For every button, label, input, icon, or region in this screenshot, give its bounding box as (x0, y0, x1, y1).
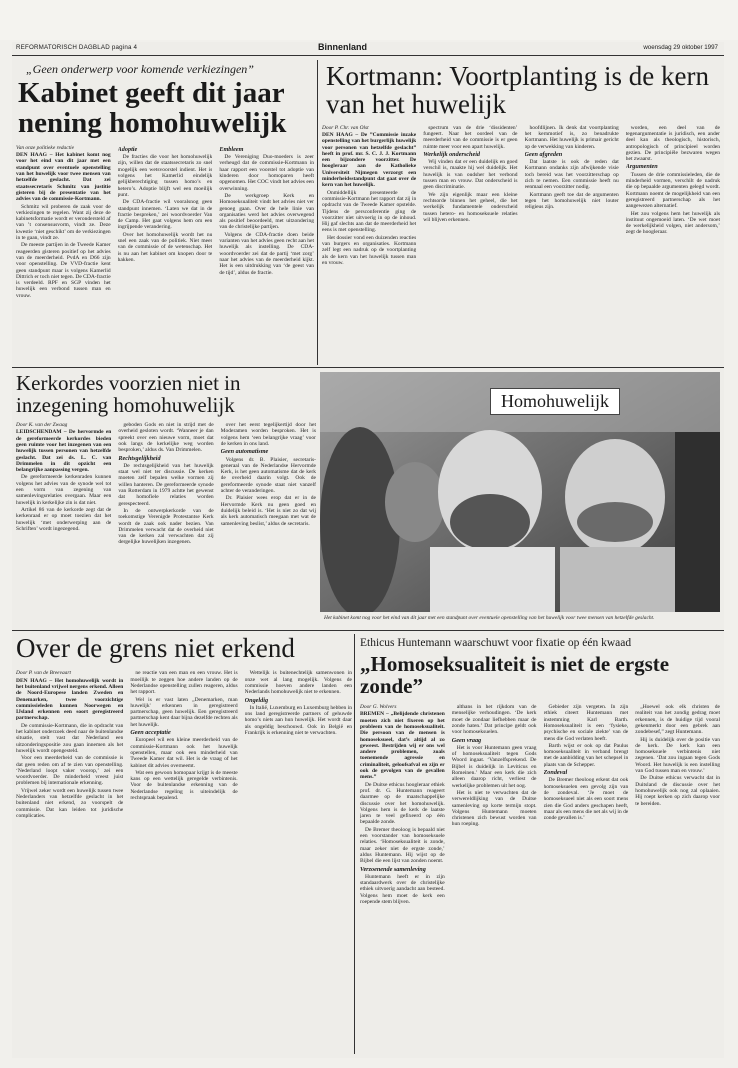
paragraph: Gebieder zijn vergeten. In zijn ethiek citeert Huntemann met instemming Karl Barth. Homoseksualiteit is een ‘fysieke, psychische en sociale ziekte’ van de mens die God verlaten heeft. (543, 704, 629, 742)
article-kortmann (322, 62, 720, 364)
article-kabinet (16, 62, 314, 364)
subheading: Geen vraag (451, 736, 482, 744)
article-column (544, 704, 629, 906)
article-column (626, 125, 720, 268)
paragraph: De Duitse ethicus verwacht dat in Duitsland de discussie over het homohuwelijk ook nog zal oplaaien. Hij roept kerken op zich daarop voor te bereiden. (635, 775, 720, 807)
paragraph: Dr. Plaisier wees erop dat er in de Hervormde Kerk nu geen goed en duidelijk beleid is. ‘Het is niet zo dat wij als kerk automatisch meegaan met wat de samenleving beslist,’ aldus de secretaris. (220, 495, 316, 527)
page-header (12, 42, 724, 56)
byline: Door G. Wolvers (360, 704, 397, 711)
photo-caption: Het kabinet komt nog voor het eind van dit jaar met een standpunt over eventuele openstelling van het huwelijk voor twee mensen van hetzelfde geslacht. (324, 615, 655, 621)
paragraph: De Bremer theoloog erkent dat ook homoseksuelen een gevolg zijn van de zondeval. ‘Je moet de homoseksueel niet als een soort mens zien die God anders geschapen heeft, maar als een mens die net als wij in de zonde gevallen is.’ (543, 777, 629, 822)
paragraph: De fracties die voor het homohuwelijk zijn, willen dat de staatssecretaris zo snel mogelijk een wetsvoorstel indient. Het is volgens het Kamerlid eindelijk gelijkberechtiging tussen homo’s en hetero’s. Adoptie blijft wel een moeilijk punt. (117, 154, 213, 198)
lead-paragraph: DEN HAAG – De ”Commissie inzake openstelling van het burgerlijk huwelijk voor personen van hetzelfde geslacht” heeft in prof. mr. S. C. J. J. Kortmann een bijzondere voorzitter. De hoogleraar aan de Katholieke Universiteit Nijmegen verzorgt een minderheidsstandpunt dat gaat over de kern van het huwelijk. (322, 131, 417, 189)
article-column (452, 704, 537, 906)
paragraph: Onmiddellijk presenteerde de commissie-Kortmann het rapport dat zij in opdracht van de Tweede Kamer opstelde. Tijdens de persconferentie ging de voorzitter niet uitvoerig in op de inhoud. Hij gaf slechts aan dat de meerderheid het eens is met openstelling. (322, 189, 417, 234)
paragraph: Kortmann geeft toe dat de argumenten tegen het homohuwelijk niet louter religieus zijn. (524, 191, 619, 211)
paragraph: Over het homohuwelijk wordt het nu snel een zaak van de politiek. Niet meer van de commissie of de wetenschap. Het is nu aan het kabinet om knopen door te hakken. (117, 231, 213, 263)
byline: Door P. Chr. van Olst (322, 124, 369, 131)
lead-paragraph: DEN HAAG – Het homohuwelijk wordt in het buitenland vrijwel nergens erkend. Alleen de Noord-Europese landen Zweden en Denemarken, twee voorzichtige commissieleden kunnen Noorwegen en IJsland erkennen een soort geregistreerd partnerschap. (16, 677, 124, 722)
paragraph: Wel is er vast laten „Denemarken, man huwelijk' erkennen in geregistreerd partnerschap, geen huwelijk. Een geregistreerd partnerschap kent daar bijna dezelfde rechten als het huwelijk. (130, 696, 238, 728)
paragraph: Het zou volgens hem het huwelijk als instituut ongemoeid laten. ‘De wet moet de werkelijkheid volgen, niet andersom,’ zegt de hoogleraar. (625, 210, 720, 236)
section-name: Binnenland (318, 42, 367, 52)
article-column (118, 422, 213, 547)
paragraph: De werkgroep Kerk en Homoseksualiteit vindt het advies niet ver genoeg gaan. Over de hele linie van organisaties werd het advies overwegend als positief beoordeeld, met uitzondering van de christelijke partijen. (219, 192, 314, 231)
subheading: Geen automatisme (220, 448, 269, 456)
scan-margin (0, 0, 738, 40)
paragraph: Wij vinden dat er een duidelijk en goed verschil is, maakte hij wel duidelijk. Het huwelijk is van oudsher het verbond tussen man en vrouw. Dat onderscheid is geen discriminatie. (423, 159, 518, 191)
paragraph: worden, een deel van de tegenargumentatie is juridisch, een ander deel kan als theologisch, historisch, antropologisch of principieel worden gezien. De principiële bezwaren wegen het zwaarst. (625, 124, 720, 163)
paragraph: Europeel wil een kleine meerderheid van de commissie-Kortmann ook het huwelijk openstellen, maar ook een minderheid van Tweede Kamer dat wil. Het is de vraag of het kabinet dit advies overneemt. (130, 737, 238, 769)
byline: Door K. van der Zwaag (16, 422, 68, 429)
paragraph: De gereformeerde kerkenraden kunnen volgens het advies van de synode wel tot een vorm van zegening van samenlevingsrelaties overgaan. Maar een huwelijk in kerkelijke zin is dat niet. (16, 474, 112, 506)
paragraph: Volgens dr. B. Plaisier, secretaris-generaal van de Nederlandse Hervormde Kerk, is het geen automatisme dat de kerk de overheid daarin volgt. Ook de gereformeerde synode staat niet vanzelf achter de veranderingen. (220, 456, 316, 495)
paragraph: ne reactie van een man en een vrouw. Het is moeilijk te zeggen hoe andere landen op de Nederlandse openstelling zullen reageren, aldus het rapport. (130, 670, 238, 696)
paragraph: althans in het rijkdom van de menselijke verhoudingen. ‘De kerk moet de zondaar liefhebben maar de zonde haten.’ Dat principe geldt ook voor homoseksuelen. (451, 704, 537, 736)
subheading: Geen acceptatie (130, 729, 171, 737)
paragraph: Volgens de CDA-fractie doen beide varianten van het advies geen recht aan het huwelijk als instelling. De CDA-woordvoerder zei dat de partij ‘met zorg’ naar het advies van de meerderheid kijkt. Het is een uitdrukking van ‘de geest van de tijd’, aldus de fractie. (219, 231, 314, 276)
paragraph: De commissie-Kortmann, die in opdracht van het kabinet onderzoek deed naar de buitenlandse situatie, stelt vast dat Nederland een uitzonderingspositie zou gaan innemen als het huwelijk wordt opengesteld. (16, 722, 124, 754)
paragraph: We zijn eigenlijk maar een kleine rechtsorde binnen het geheel, die het werkelijk fundamentele onderscheid tussen hetero- en homoseksuele relaties wil blijven erkennen. (423, 191, 518, 223)
paragraph: hoofdlijnen. Ik denk dat voortplanting het kernmotief is, zo benadrukte Kortmann. Het huwelijk is primair gericht op de verwekking van kinderen. (524, 124, 619, 150)
paragraph: De Duitse ethicus hoogleraar ethiek prof. dr. G. Huntemann reageert daarmee op de maatschappelijke discussie over het homohuwelijk. Volgens hem is de kerk de laatste jaren te veel gefixeerd op één bepaalde zonde. (360, 781, 445, 826)
lead-paragraph: BREMEN – „Belijdende christenen moeten zich niet fixeren op het probleem van de homoseksualiteit. Die persoon van de mensen is homoseksueel, dat’s altijd al zo geweest. Bestrijden wij er ons wel andere problemen, zoals toenemende agressie en criminaliteit, geloofsafval en zijn er ook de gevolgen van de gevallen mens.” (360, 711, 445, 781)
article-headline: Kortmann: Voortplanting is de kern van het huwelijk (326, 62, 709, 120)
subheading: Werkelijk onderscheid (423, 150, 481, 158)
article-column (221, 422, 316, 547)
paragraph: Het dossier vond een duizenden reacties van burgers en organisaties. Kortmann zelf legt een nadruk op de voortplanting als de kern van het huwelijk tussen man en vrouw. (322, 234, 417, 266)
article-over-de-grens (16, 634, 352, 1054)
column-rule (354, 634, 355, 1054)
article-kicker: „Geen onderwerp voor komende verkiezingen” (26, 62, 254, 76)
article-headline: Kabinet geeft dit jaar nening homohuwelijk (18, 77, 287, 140)
subheading: Rechtsgelijkheid (118, 454, 161, 462)
paragraph: Het is niet te verwachten dat de verwereldlijking van de Duitse samenleving op korte termijn stopt. Volgens Huntemann moeten christenen zich bewust worden van hun roeping. (451, 789, 537, 828)
paragraph: Het is voor Huntemann geen vraag of homoseksualiteit tegen Gods Woord ingaat. ‘Vanzelfsprekend. De Bijbel is duidelijk in Leviticus en Romeinen.’ Maar een kerk die zich alleen daarop richt, verliest de werkelijke problemen uit het oog. (451, 744, 537, 789)
paragraph: Vrijwel zeker wordt een huwelijk tussen twee Nederlanders van hetzelfde geslacht in het buitenland niet erkend, zo voorspelt de commissie. Dat kan leiden tot juridische complicaties. (16, 787, 124, 819)
subheading: Verzoenende samenleving (360, 865, 426, 873)
paragraph: In Italië, Luxemburg en Luxemburg hebben in ons land geregistreerde partners of gehuwde homo’s niets aan hun huwelijk. Het wordt daar als ongeldig beschouwd. Ook in België en Frankrijk is erkenning niet te verwachten. (244, 704, 352, 737)
subheading: Geen afgreden (524, 150, 563, 158)
column-rule (317, 60, 318, 365)
paragraph: De Bremer theoloog is bepaald niet een voorstander van homoseksuele relaties. ‘Homoseksualiteit is zonde, maar zeker niet de ergste zonde,’ aldus Huntemann. Hij wijst op de Bijbel die een lijst van zonden noemt. (360, 826, 445, 865)
subheading: Zondeval (543, 769, 568, 777)
article-column (423, 125, 517, 268)
paragraph: over het eerst tegelijkertijd door het Moderamen worden besproken. Het is volgens hem ‘een belangrijke vraag’ voor de kerken in ons land. (220, 422, 316, 447)
subheading: Embleem (219, 145, 244, 153)
paragraph: De Vereniging Duo-moeders is zeer verheugd dat de commissie-Kortmann in haar rapport een voorstel tot adoptie van kinderen door homoparen heeft opgenomen. Het COC vindt het advies een overwinning. (219, 154, 314, 192)
news-photo (320, 372, 720, 612)
article-column (16, 145, 111, 300)
article-column (245, 670, 352, 820)
page-date: woensdag 29 oktober 1997 (643, 44, 718, 51)
paragraph: „Hoewel ook elk christen de realiteit van het zondig gedrag moet erkennen, is de huidige tijd vooral gekenmerkt door een gebrek aan zondebesef,” zegt Huntemann. (635, 704, 720, 736)
article-headline: Over de grens niet erkend (16, 634, 295, 663)
paragraph: Huntemann heeft er in zijn standaardwerk over de christelijke ethiek uitvoerig aandacht aan besteed. Volgens hem moet de kerk een roepende stem blijven. (360, 873, 445, 905)
article-column (130, 670, 237, 820)
article-column (525, 125, 619, 268)
paragraph: De rechtsgelijkheid van het huwelijk staat wel niet ter discussie. De kerken moeten zelf bepalen welke vormen zij willen hanteren. De gereformeerde synode van Rotterdam in 1979 achtte het gewenst dat homofiele relaties worden gerespecteerd. (118, 462, 214, 507)
article-column (322, 125, 416, 268)
article-kicker: Ethicus Huntemann waarschuwt voor fixatie op één kwaad (360, 637, 632, 649)
paragraph: spectrum van de drie ‘dissidenten’ fungeert. Naar het oordeel van de meerderheid van de commissie is er geen ruimte meer voor een apart huwelijk. (423, 124, 518, 150)
paragraph: Schmitz wil proberen de zaak voor de verkiezingen te regelen. Want zij deze de kabinetsformatie wordt er verondersteld af van ’t consensusvorm, vindt ze. Deze kwestie ‘niet geschikt’ om de verkiezingen in te gaan, vindt ze. (16, 203, 111, 242)
article-column (360, 704, 445, 906)
article-column (16, 670, 123, 820)
paragraph: De meeste partijen in de Tweede Kamer reageerden gisteren positief op het advies van de meerderheid. PvdA en D66 zijn voor openstelling. De VVD-fractie kent geen standpunt maar is volgens Kamerlid Dittrich er toch niet tegen. De CDA-fractie is verdeeld. RPF en SGP vinden het huwelijk een verbond tussen man en vrouw. (16, 242, 111, 299)
article-column (635, 704, 720, 906)
paragraph: Dat laatste is ook de reden dat Kortmann ondanks zijn afwijkende visie toch bereid was het voorzitterschap op zich te nemen. Een commissie heeft nu eenmaal een voorzitter nodig. (524, 159, 619, 191)
newspaper-page (12, 42, 724, 1058)
paragraph: Tussen de drie commissieleden, die de minderheid vormen, verschilt de nadruk die op bepaalde argumenten gelegd wordt. Kortmann noemt de mogelijkheid van een geregistreerd partnerschap als het aangewezen alternatief. (625, 171, 720, 210)
paragraph: De CDA-fractie wil vooralsnog geen standpunt innemen. ‘Laten we dat in de fractie bespreken,’ zei woordvoerder Van de Camp. Het gaat volgens hem om een ingrijpende verandering. (117, 199, 213, 231)
article-column (118, 145, 213, 300)
lead-paragraph: DEN HAAG – Het kabinet komt nog voor het eind van dit jaar met een standpunt over eventuele openstelling van het huwelijk voor twee mensen van hetzelfde geslacht. Dat zei staatssecretaris Schmitz van justitie gisteren bij de presentatie van het advies van de commissie-Kortmann. (16, 152, 111, 203)
article-headline: „Homoseksualiteit is niet de ergste zonde” (360, 652, 670, 699)
paragraph: In de ontwerpkerkorde van de toekomstige Verenigde Protestantse Kerk wordt de zaak ook nader bezien. Van Drimmelen verwacht dat de overheid niet van de kerken zal verwachten dat zij dergelijke huwelijken inzegenen. (118, 507, 214, 546)
subheading: Argumenten (625, 163, 658, 171)
subheading: Adoptie (117, 145, 138, 153)
paragraph: Barth wijst er ook op dat Paulus homoseksualiteit in verband brengt met de aanbidding van het schepsel in plaats van de Schepper. (543, 742, 629, 768)
article-headline: Kerkordes voorzien niet in inzegening homohuwelijk (16, 372, 241, 418)
article-column (16, 422, 111, 547)
paragraph: Hij is duidelijk over de positie van de kerk. De kerk kan een homoseksuele verbintenis niet zegenen. ‘Dat zou ingaan tegen Gods Woord. Het huwelijk is een instelling van God tussen man en vrouw.’ (635, 736, 720, 775)
paragraph: Wat een gewoon homopaar krijgt is de meeste kans op een wettelijk geregelde verbintenis. Voor de buitenlandse erkenning van de Nederlandse regeling is uiteindelijk de rechtspraak bepalend. (130, 769, 238, 801)
paragraph: Voor een meerderheid van de commissie is dat geen reden om af te zien van openstelling. ‘Nederland loopt vaker voorop,’ zei een woordvoerder. De minderheid vreest juist problemen bij internationale erkenning. (16, 755, 124, 787)
paragraph: Wettelijk is buitenechtelijk samenwonen in onze wet al lang mogelijk. Volgens de commissie hoeven andere landen een Nederlands homohuwelijk niet te erkennen. (244, 670, 352, 696)
article-kerkordes (16, 372, 316, 622)
paragraph: geboden Gods en niet in strijd met de overheid gesloten wordt. ‘Wanneer je dan spreekt over een nieuwe vorm, moet dat ook langs de kerkelijke weg worden besproken,’ aldus ds. Van Drimmelen. (118, 422, 214, 454)
section-rule (12, 630, 724, 631)
subheading: Ongeldig (244, 696, 269, 704)
photo-label: Homohuwelijk (490, 388, 620, 415)
section-rule (12, 367, 724, 368)
byline: Door P. van de Breevaart (16, 670, 71, 677)
article-huntemann (360, 636, 720, 1054)
byline: Van onze politieke redactie (16, 144, 75, 151)
article-column (219, 145, 314, 300)
paragraph: Artikel 86 van de kerkorde zegt dat de kerkenraad er op moet toezien dat het huwelijk ‘met onderwerping aan de Schriften’ wordt ingezegend. (16, 506, 112, 532)
lead-paragraph: LEIDSCHENDAM – De hervormde en de gereformeerde kerkordes bieden geen ruimte voor het inzegenen van een huwelijk tussen personen van hetzelfde geslacht. Dat zei ds. L. C. van Drimmelen in dit opzicht een belangrijke aanpassing vergen. (16, 429, 112, 474)
paper-name: REFORMATORISCH DAGBLAD pagina 4 (16, 44, 138, 51)
